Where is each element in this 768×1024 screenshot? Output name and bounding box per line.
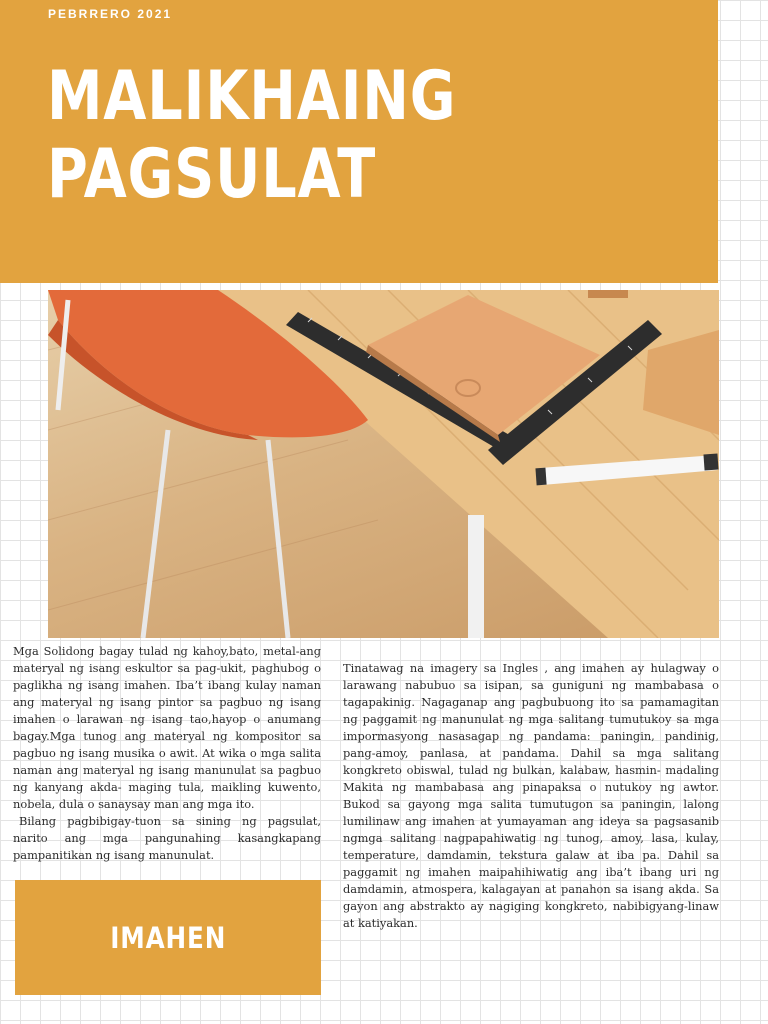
left-paragraph-1: Mga Solidong bagay tulad ng kahoy,bato, metal-ang materyal ng isang eskultor sa pag-ukit, paghubog o paglikha ng isang imahen. Iba’t ibang kulay naman ang materyal ng isang pintor sa pagbuo ng isang imahen o larawan ng isang tao,hayop o anumang bagay.Mga tunog ang materyal ng kompositor sa pagbuo ng isang musika o awit. At wika o mga salita naman ang materyal ng isang manunulat sa pagbuo ng kanyang akda- maging tula, maikling kuwento, nobela, dula o sanaysay man ang mga ito. [13, 644, 321, 811]
header-banner [0, 0, 718, 283]
left-paragraph-2: Bilang pagbibigay-tuon sa sining ng pagsulat, narito ang mga pangunahing kasangkapang pampanitikan ng isang manunulat. [13, 814, 321, 862]
issue-date: PEBRRERO 2021 [48, 7, 173, 21]
section-heading-label: IMAHEN [109, 920, 226, 955]
page-title [47, 58, 539, 214]
section-heading [15, 880, 321, 995]
section-heading-box [15, 880, 321, 995]
desk-photo [48, 290, 719, 638]
right-column [343, 660, 719, 932]
page-title-line-2: PAGSULAT [47, 135, 377, 214]
right-paragraph: Tinatawag na imagery sa Ingles , ang imahen ay hulagway o larawang nabubuo sa isipan, sa guniguni ng mambabasa o tagapakinig. Nagaganap ang pagbubuong ito sa pamamagitan ng paggamit ng manunulat ng mga salitang tumutukoy sa mga impormasyong nasasagap ng pandama: paningin, pandinig, pang-amoy, panlasa, at pandama. Dahil sa mga salitang kongkreto obiswal, tulad ng bulkan, kalabaw, hasmin- madaling Makita ng mambabasa ang pinapaksa o nutukoy ng awtor. Bukod sa gayong mga salita tumutugon sa paningin, lalong lumilinaw ang imahen at yumayaman ang ideya sa pagsasanib ngmga salitang nagpapahiwatig ng tunog, amoy, lasa, kulay, temperature, damdamin, tekstura galaw at iba pa. Dahil sa paggamit ng imahen maipahihiwatig ang iba’t ibang uri ng damdamin, atmospera, kalagayan at panahon sa isang akda. Sa gayon ang abstrakto ay nagiging kongkreto, nabibigyang-linaw at katiyakan. [343, 661, 719, 930]
page-title-line-1: MALIKHAING [47, 57, 457, 136]
desk-illustration [48, 290, 719, 638]
left-column [13, 643, 321, 864]
